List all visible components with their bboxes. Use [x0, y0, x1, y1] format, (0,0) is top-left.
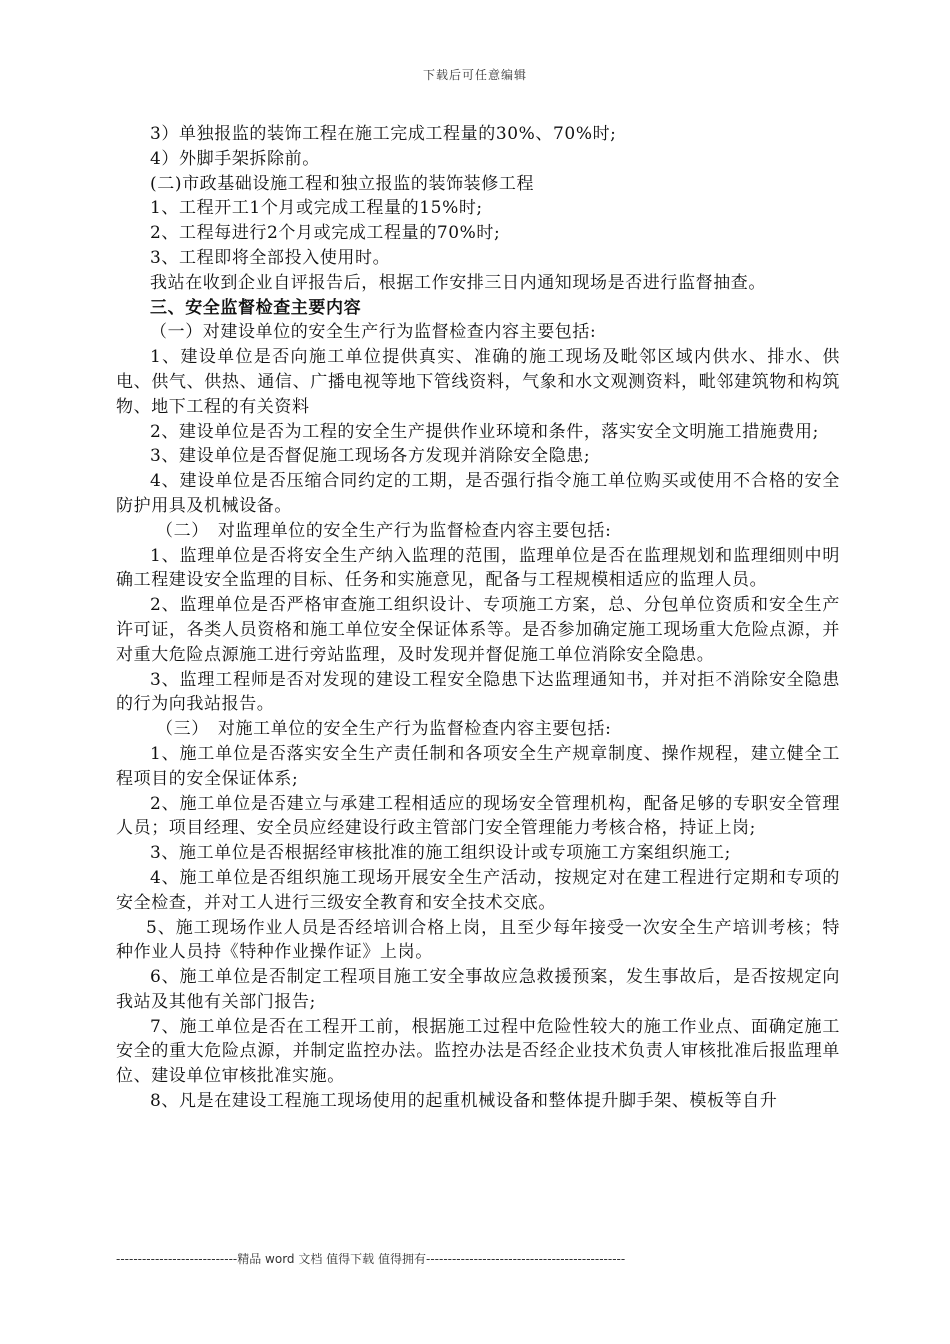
- page-header: 下载后可任意编辑: [422, 68, 527, 82]
- paragraph: 1、工程开工1个月或完成工程量的15%时;: [150, 198, 483, 219]
- paragraph: 5、施工现场作业人员是否经培训合格上岗，且至少每年接受一次安全生产培训考核；特种作业人员持《特种作业操作证》上岗。: [116, 917, 840, 963]
- paragraph: 2、建设单位是否为工程的安全生产提供作业环境和条件，落实安全文明施工措施费用;: [150, 421, 819, 442]
- paragraph: (二)市政基础设施工程和独立报监的装饰装修工程: [150, 173, 535, 194]
- paragraph: 2、监理单位是否严格审查施工组织设计、专项施工方案，总、分包单位资质和安全生产许可证，各类人员资格和施工单位安全保证体系等。是否参加确定施工现场重大危险点源，并对重大危险点源施工进行旁站监理，及时发现并督促施工单位消除安全隐患。: [116, 595, 840, 665]
- paragraph: 4、建设单位是否压缩合同约定的工期，是否强行指令施工单位购买或使用不合格的安全防护用具及机械设备。: [116, 471, 840, 516]
- paragraph: 7、施工单位是否在工程开工前，根据施工过程中危险性较大的施工作业点、面确定施工安全的重大危险点源，并制定监控办法。监控办法是否经企业技术负责人审核批准后报监理单位、建设单位审核批准实施。: [116, 1016, 840, 1087]
- paragraph: 1、施工单位是否落实安全生产责任制和各项安全生产规章制度、操作规程，建立健全工程项目的安全保证体系;: [116, 743, 840, 789]
- paragraph: 2、工程每进行2个月或完成工程量的70%时;: [150, 223, 501, 244]
- section-heading: 三、安全监督检查主要内容: [150, 297, 362, 318]
- paragraph: 3、监理工程师是否对发现的建设工程安全隐患下达监理通知书，并对拒不消除安全隐患的行为向我站报告。: [116, 669, 840, 715]
- subsection-heading: （二） 对监理单位的安全生产行为监督检查内容主要包括:: [156, 520, 612, 541]
- paragraph: （一）对建设单位的安全生产行为监督检查内容主要包括:: [150, 322, 597, 343]
- paragraph: 8、凡是在建设工程施工现场使用的起重机械设备和整体提升脚手架、模板等自升: [150, 1091, 778, 1112]
- document-body: [116, 122, 840, 1114]
- subsection-heading: （三） 对施工单位的安全生产行为监督检查内容主要包括:: [156, 719, 612, 740]
- paragraph: 3）单独报监的装饰工程在施工完成工程量的30%、70%时;: [150, 124, 617, 144]
- paragraph: 4、施工单位是否组织施工现场开展安全生产活动，按规定对在建工程进行定期和专项的安全检查，并对工人进行三级安全教育和安全技术交底。: [116, 867, 840, 913]
- paragraph: 3、建设单位是否督促施工现场各方发现并消除安全隐患;: [150, 446, 591, 467]
- paragraph: 1、监理单位是否将安全生产纳入监理的范围，监理单位是否在监理规划和监理细则中明确工程建设安全监理的目标、任务和实施意见，配备与工程规模相适应的监理人员。: [116, 545, 840, 591]
- paragraph: 6、施工单位是否制定工程项目施工安全事故应急救援预案，发生事故后，是否按规定向我站及其他有关部门报告;: [116, 967, 840, 1012]
- paragraph: 4）外脚手架拆除前。: [150, 148, 320, 169]
- paragraph: 3、工程即将全部投入使用时。: [150, 247, 391, 268]
- page-footer: ----------------------------精品 word 文档 值得下载 值得拥有----------------------------------------------: [116, 1252, 626, 1266]
- paragraph: 3、施工单位是否根据经审核批准的施工组织设计或专项施工方案组织施工;: [150, 843, 731, 864]
- paragraph: 2、施工单位是否建立与承建工程相适应的现场安全管理机构，配备足够的专职安全管理人员；项目经理、安全员应经建设行政主管部门安全管理能力考核合格，持证上岗;: [116, 793, 840, 839]
- paragraph: 我站在收到企业自评报告后，根据工作安排三日内通知现场是否进行监督抽查。: [150, 272, 766, 293]
- paragraph: 1、建设单位是否向施工单位提供真实、准确的施工现场及毗邻区域内供水、排水、供电、供气、供热、通信、广播电视等地下管线资料，气象和水文观测资料，毗邻建筑物和构筑物、地下工程的有关资料: [116, 347, 840, 417]
